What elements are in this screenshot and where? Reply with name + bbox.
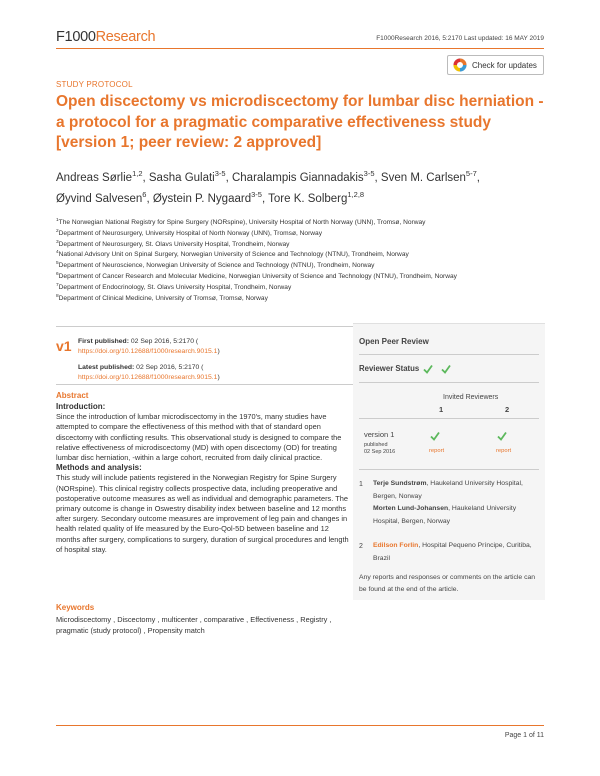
affiliation: $^2$Department of Neurosurgery, University Hospital of North Norway (UNN), Tromsø, Norway	[56, 228, 323, 237]
affiliation: $^1$The Norwegian National Registry for Spine Surgery (NORspine), University Hospital of North Norway (UNN), Tromsø, Norway	[56, 217, 426, 226]
peer-review-panel	[353, 323, 545, 600]
affiliation: $^3$Department of Neurosurgery, St. Olavs University Hospital, Trondheim, Norway	[56, 239, 290, 248]
version-published: published 02 Sep 2016	[364, 442, 396, 455]
abstract-body	[56, 402, 353, 555]
abstract-heading: Abstract	[56, 391, 89, 400]
invited-reviewers-label: Invited Reviewers	[443, 394, 499, 401]
keywords-heading: Keywords	[56, 603, 95, 612]
affiliation: $^4$National Advisory Unit on Spinal Surgery, Norwegian University of Science and Technology (NTNU), Trondheim, Norway	[56, 250, 409, 259]
publication-dates: First published: 02 Sep 2016, 5:2170 ( https://doi.org/10.12688/f1000research.9015.1) Latest published: 02 Sep 2016, 5:2170 ( https://doi.org/10.12688/f1000research.9015.1)	[78, 338, 220, 381]
author-affil-sup: 3-5	[251, 190, 262, 200]
f1000-logo[interactable]	[56, 29, 155, 45]
divider	[359, 354, 539, 355]
header-rule	[56, 48, 544, 49]
reviewer-status-label: Reviewer Status	[359, 364, 420, 373]
peer-review-note: Any reports and responses or comments on the article can be found at the end of the article.	[359, 574, 536, 593]
footer-rule	[56, 725, 544, 726]
version-badge: v1	[56, 338, 72, 354]
reviewer-entry: Terje Sundstrøm, Haukeland University Hospital, Bergen, Norway Morten Lund-Johansen, Haukeland University Hospital, Bergen, Norway	[373, 480, 523, 525]
author[interactable]: Øyvind Salvesen$^6$,	[56, 190, 153, 205]
version-label: version 1	[364, 430, 395, 439]
author-affil-sup: 1,2,8	[347, 190, 365, 200]
keywords-text: Microdiscectomy , Discectomy , multicenter , comparative , Effectiveness , Registry , pragmatic (study protocol) , Propensity match	[56, 615, 332, 635]
author[interactable]: Sven M. Carlsen$^{5-7}$,	[380, 169, 480, 184]
approved-icon	[430, 431, 440, 441]
divider	[359, 382, 539, 383]
approved-icon	[441, 364, 451, 374]
check-updates-label: Check for updates	[472, 60, 537, 70]
logo-main: F1000	[56, 29, 96, 45]
affiliation: $^7$Department of Endocrinology, St. Olavs University Hospital, Trondheim, Norway	[56, 282, 292, 291]
article-type: STUDY PROTOCOL	[56, 80, 133, 89]
reviewer-name[interactable]: Edilson Forlin	[373, 542, 419, 549]
methods-heading: Methods and analysis:	[56, 463, 142, 473]
divider	[359, 418, 539, 419]
status-ticks	[423, 361, 455, 379]
reviewer-col-1: 1	[439, 405, 444, 414]
author[interactable]: Sasha Gulati$^{3-5}$,	[148, 169, 232, 184]
methods-text: This study will include patients registered in the Norwegian Registry for Spine Surgery (NORspine). This clinical registry collects prospective data, including preoperative and postoperative outcome measures as well as individual and demographic parameters. The primary outcome is change in Oswestry disability index between baseline and 12 months after surgery. Secondary outcome measures are improvement of leg pain and changes in health related quality of life measured by the Euro-Qol-5D between baseline and 12 months after surgery, complications to surgery, duration of surgical procedures and length of hospital stay.	[56, 473, 349, 554]
divider	[56, 384, 353, 385]
logo-research: Research	[95, 29, 156, 45]
author-affil-sup: 3-5	[214, 169, 226, 179]
reviewer-number: 2	[359, 543, 363, 550]
report-2[interactable]	[496, 428, 511, 454]
reviewer-entry: Edilson Forlin, Hospital Pequeno Príncipe, Curitiba, Brazil	[373, 542, 532, 562]
author[interactable]: Øystein P. Nygaard$^{3-5}$,	[152, 190, 269, 205]
peer-review-title: Open Peer Review	[359, 337, 429, 346]
affiliation: $^6$Department of Cancer Research and Molecular Medicine, Norwegian University of Science and Technology (NTNU), Trondheim, Norway	[56, 271, 457, 280]
article-title: Open discectomy vs microdiscectomy for lumbar disc herniation - a protocol for a pragmatic comparative effectiveness study [version 1; peer review: 2 approved]	[56, 93, 544, 151]
first-doi-link[interactable]: https://doi.org/10.12688/f1000research.9015.1	[78, 348, 218, 355]
approved-icon	[497, 431, 507, 441]
author[interactable]: Andreas Sørlie$^{1,2}$,	[56, 169, 149, 184]
author-affil-sup: 6	[142, 190, 147, 200]
page-number: Page 1 of 11	[504, 732, 544, 739]
latest-published-label: Latest published:	[78, 364, 135, 371]
latest-doi-link[interactable]: https://doi.org/10.12688/f1000research.9015.1	[78, 374, 218, 381]
report-1[interactable]	[429, 428, 444, 454]
affiliation-list	[56, 218, 546, 304]
author-affil-sup: 1,2	[132, 169, 143, 179]
reviewer-col-2: 2	[505, 405, 510, 414]
report-link[interactable]: report	[429, 448, 445, 454]
author-affil-sup: 5-7	[465, 169, 477, 179]
citation-line: F1000Research 2016, 5:2170 Last updated: 16 MAY 2019	[376, 35, 544, 42]
author[interactable]: Tore K. Solberg$^{1,2,8}$	[268, 190, 365, 205]
approved-icon	[423, 364, 433, 374]
author-list	[56, 168, 546, 210]
first-published-label: First published:	[78, 338, 129, 345]
divider	[56, 326, 353, 327]
report-link[interactable]: report	[496, 448, 512, 454]
affiliation: $^5$Department of Neuroscience, Norwegian University of Science and Technology (NTNU), Trondheim, Norway	[56, 261, 375, 270]
affiliation: $^8$Department of Clinical Medicine, University of Tromsø, Tromsø, Norway	[56, 293, 268, 302]
author[interactable]: Charalampis Giannadakis$^{3-5}$,	[231, 169, 381, 184]
check-updates-button[interactable]	[447, 55, 544, 75]
author-affil-sup: 3-5	[363, 169, 375, 179]
reviewer-name[interactable]: Morten Lund-Johansen	[373, 505, 449, 512]
intro-heading: Introduction:	[56, 402, 106, 411]
divider	[359, 469, 539, 470]
crossmark-icon	[453, 58, 467, 72]
reviewer-number: 1	[359, 481, 363, 488]
intro-text: Since the introduction of lumbar microdiscectomy in the 1970's, many studies have attempted to compare the effectiveness of this method with that of standard open discectomy with conflicting results. This observational study is designed to compare the relative effectiveness of microdiscectomy (MD) with open discectomy (OD) for treating lumbar disc herniation, -within a large cohort, recruited from daily clinical practice.	[56, 412, 342, 463]
reviewer-name[interactable]: Terje Sundstrøm	[373, 480, 427, 487]
